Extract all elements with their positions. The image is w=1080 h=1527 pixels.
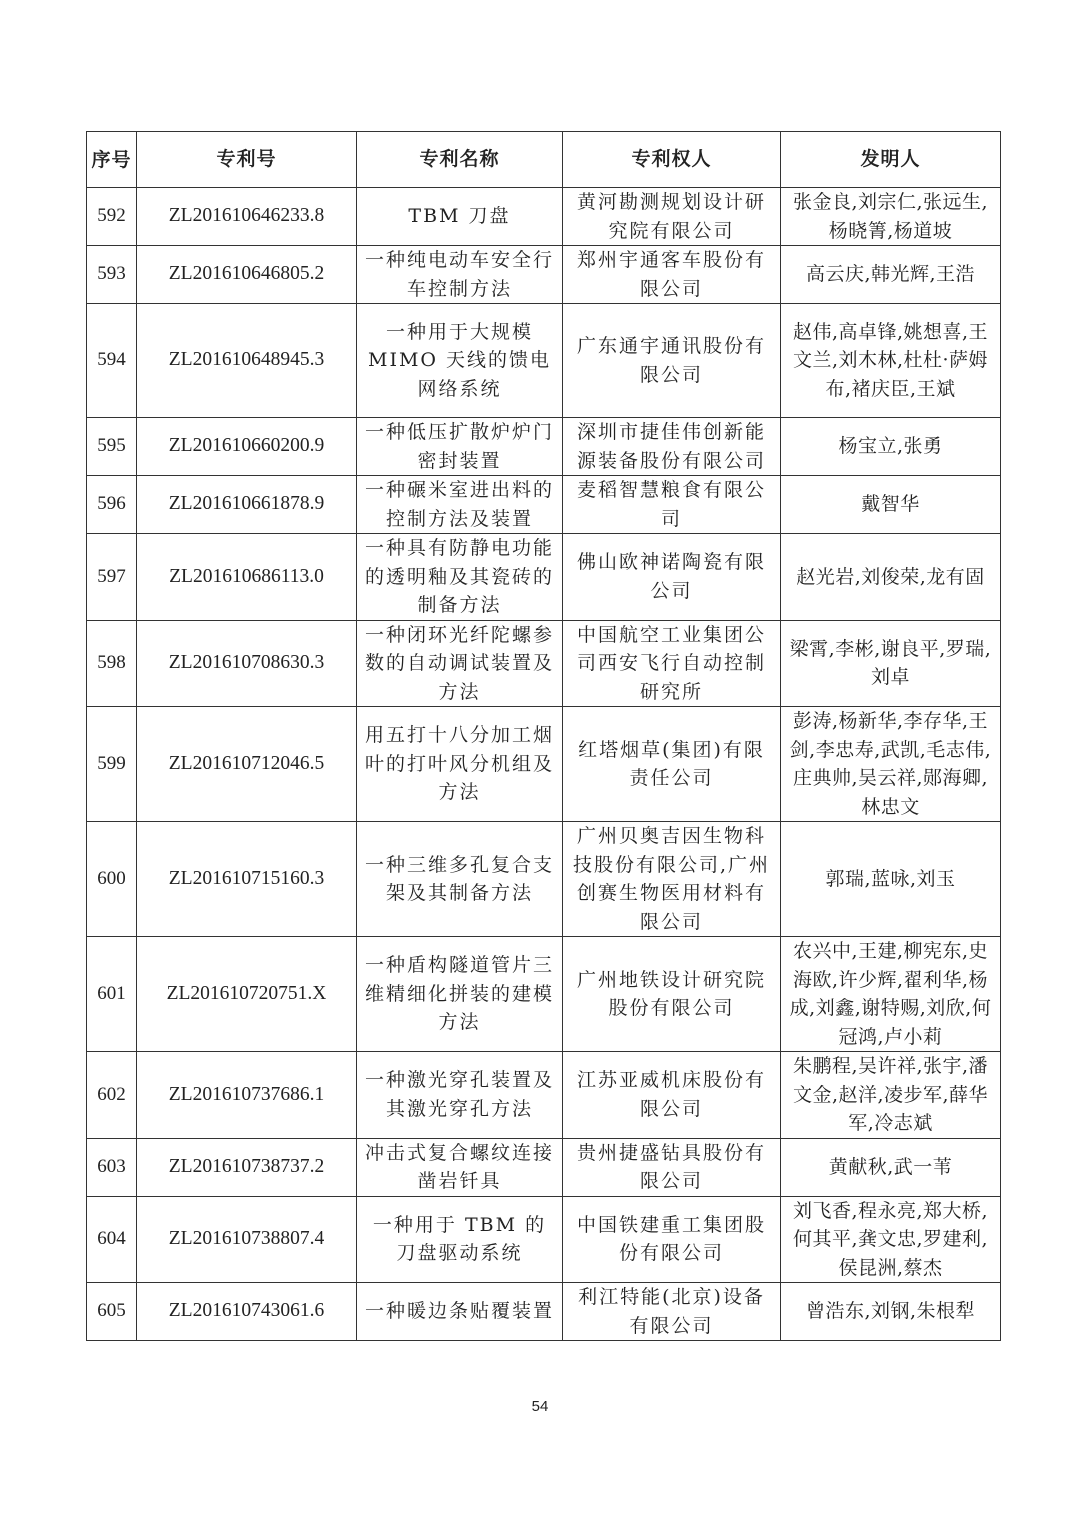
cell-name: 一种闭环光纤陀螺参数的自动调试装置及方法 bbox=[357, 620, 563, 707]
table-row bbox=[87, 1138, 1001, 1196]
table-row bbox=[87, 188, 1001, 246]
table-row bbox=[87, 534, 1001, 621]
cell-seq: 599 bbox=[87, 707, 137, 822]
cell-holder: 中国铁建重工集团股份有限公司 bbox=[563, 1196, 781, 1283]
header-row bbox=[87, 132, 1001, 188]
cell-inventors: 高云庆,韩光辉,王浩 bbox=[781, 246, 1001, 304]
cell-name: 一种激光穿孔装置及其激光穿孔方法 bbox=[357, 1052, 563, 1139]
header-inventors: 发明人 bbox=[781, 132, 1001, 188]
table-row bbox=[87, 1196, 1001, 1283]
cell-seq: 598 bbox=[87, 620, 137, 707]
cell-holder: 深圳市捷佳伟创新能源装备股份有限公司 bbox=[563, 418, 781, 476]
cell-holder: 黄河勘测规划设计研究院有限公司 bbox=[563, 188, 781, 246]
cell-holder: 利江特能(北京)设备有限公司 bbox=[563, 1283, 781, 1341]
cell-name: 一种低压扩散炉炉门密封装置 bbox=[357, 418, 563, 476]
cell-holder: 广州贝奥吉因生物科技股份有限公司,广州创赛生物医用材料有限公司 bbox=[563, 822, 781, 937]
cell-holder: 红塔烟草(集团)有限责任公司 bbox=[563, 707, 781, 822]
cell-inventors: 刘飞香,程永亮,郑大桥,何其平,龚文忠,罗建利,侯昆洲,蔡杰 bbox=[781, 1196, 1001, 1283]
cell-seq: 602 bbox=[87, 1052, 137, 1139]
cell-inventors: 郭瑞,蓝咏,刘玉 bbox=[781, 822, 1001, 937]
cell-inventors: 杨宝立,张勇 bbox=[781, 418, 1001, 476]
cell-patent-no: ZL201610720751.X bbox=[137, 937, 357, 1052]
cell-seq: 595 bbox=[87, 418, 137, 476]
table-row bbox=[87, 1052, 1001, 1139]
cell-name: 一种碾米室进出料的控制方法及装置 bbox=[357, 476, 563, 534]
cell-seq: 593 bbox=[87, 246, 137, 304]
cell-seq: 605 bbox=[87, 1283, 137, 1341]
cell-inventors: 张金良,刘宗仁,张远生,杨晓箐,杨道坡 bbox=[781, 188, 1001, 246]
cell-patent-no: ZL201610737686.1 bbox=[137, 1052, 357, 1139]
header-holder: 专利权人 bbox=[563, 132, 781, 188]
table-row bbox=[87, 937, 1001, 1052]
cell-holder: 广东通宇通讯股份有限公司 bbox=[563, 304, 781, 418]
cell-inventors: 曾浩东,刘钢,朱根犁 bbox=[781, 1283, 1001, 1341]
table-row bbox=[87, 822, 1001, 937]
header-patent-no: 专利号 bbox=[137, 132, 357, 188]
patent-table bbox=[86, 131, 1001, 1341]
cell-seq: 594 bbox=[87, 304, 137, 418]
table-row bbox=[87, 418, 1001, 476]
cell-seq: 604 bbox=[87, 1196, 137, 1283]
cell-seq: 603 bbox=[87, 1138, 137, 1196]
table-row bbox=[87, 707, 1001, 822]
cell-seq: 596 bbox=[87, 476, 137, 534]
cell-name: 一种用于 TBM 的刀盘驱动系统 bbox=[357, 1196, 563, 1283]
cell-holder: 郑州宇通客车股份有限公司 bbox=[563, 246, 781, 304]
cell-inventors: 赵伟,高卓锋,姚想喜,王文兰,刘木林,杜杜·萨姆布,褚庆臣,王斌 bbox=[781, 304, 1001, 418]
table-row bbox=[87, 476, 1001, 534]
cell-name: 用五打十八分加工烟叶的打叶风分机组及方法 bbox=[357, 707, 563, 822]
cell-name: 冲击式复合螺纹连接凿岩钎具 bbox=[357, 1138, 563, 1196]
cell-patent-no: ZL201610646233.8 bbox=[137, 188, 357, 246]
cell-inventors: 黄献秋,武一苇 bbox=[781, 1138, 1001, 1196]
cell-name: 一种纯电动车安全行车控制方法 bbox=[357, 246, 563, 304]
cell-holder: 麦稻智慧粮食有限公司 bbox=[563, 476, 781, 534]
cell-seq: 592 bbox=[87, 188, 137, 246]
cell-patent-no: ZL201610661878.9 bbox=[137, 476, 357, 534]
cell-name: 一种盾构隧道管片三维精细化拼装的建模方法 bbox=[357, 937, 563, 1052]
cell-holder: 中国航空工业集团公司西安飞行自动控制研究所 bbox=[563, 620, 781, 707]
cell-name: 一种具有防静电功能的透明釉及其瓷砖的制备方法 bbox=[357, 534, 563, 621]
cell-patent-no: ZL201610712046.5 bbox=[137, 707, 357, 822]
cell-holder: 江苏亚威机床股份有限公司 bbox=[563, 1052, 781, 1139]
cell-name: 一种用于大规模 MIMO 天线的馈电网络系统 bbox=[357, 304, 563, 418]
cell-holder: 贵州捷盛钻具股份有限公司 bbox=[563, 1138, 781, 1196]
cell-inventors: 彭涛,杨新华,李存华,王剑,李忠寿,武凯,毛志伟,庄典帅,吴云祥,郧海卿,林忠文 bbox=[781, 707, 1001, 822]
cell-patent-no: ZL201610646805.2 bbox=[137, 246, 357, 304]
header-name: 专利名称 bbox=[357, 132, 563, 188]
cell-name: 一种暖边条贴覆装置 bbox=[357, 1283, 563, 1341]
cell-patent-no: ZL201610738737.2 bbox=[137, 1138, 357, 1196]
table-row bbox=[87, 246, 1001, 304]
cell-patent-no: ZL201610660200.9 bbox=[137, 418, 357, 476]
cell-inventors: 朱鹏程,吴许祥,张宇,潘文金,赵洋,凌步军,薛华军,冷志斌 bbox=[781, 1052, 1001, 1139]
cell-holder: 广州地铁设计研究院股份有限公司 bbox=[563, 937, 781, 1052]
cell-name: 一种三维多孔复合支架及其制备方法 bbox=[357, 822, 563, 937]
cell-seq: 600 bbox=[87, 822, 137, 937]
cell-inventors: 戴智华 bbox=[781, 476, 1001, 534]
cell-patent-no: ZL201610708630.3 bbox=[137, 620, 357, 707]
cell-holder: 佛山欧神诺陶瓷有限公司 bbox=[563, 534, 781, 621]
cell-patent-no: ZL201610715160.3 bbox=[137, 822, 357, 937]
cell-patent-no: ZL201610738807.4 bbox=[137, 1196, 357, 1283]
cell-inventors: 农兴中,王建,柳宪东,史海欧,许少辉,翟利华,杨成,刘鑫,谢特赐,刘欣,何冠鸿,卢小莉 bbox=[781, 937, 1001, 1052]
header-seq: 序号 bbox=[87, 132, 137, 188]
page-number: 54 bbox=[531, 1398, 549, 1415]
cell-name: TBM 刀盘 bbox=[357, 188, 563, 246]
cell-seq: 601 bbox=[87, 937, 137, 1052]
table-row bbox=[87, 304, 1001, 418]
table-row bbox=[87, 620, 1001, 707]
cell-patent-no: ZL201610743061.6 bbox=[137, 1283, 357, 1341]
cell-patent-no: ZL201610648945.3 bbox=[137, 304, 357, 418]
cell-patent-no: ZL201610686113.0 bbox=[137, 534, 357, 621]
cell-inventors: 赵光岩,刘俊荣,龙有固 bbox=[781, 534, 1001, 621]
cell-inventors: 梁霄,李彬,谢良平,罗瑞,刘卓 bbox=[781, 620, 1001, 707]
table-row bbox=[87, 1283, 1001, 1341]
cell-seq: 597 bbox=[87, 534, 137, 621]
